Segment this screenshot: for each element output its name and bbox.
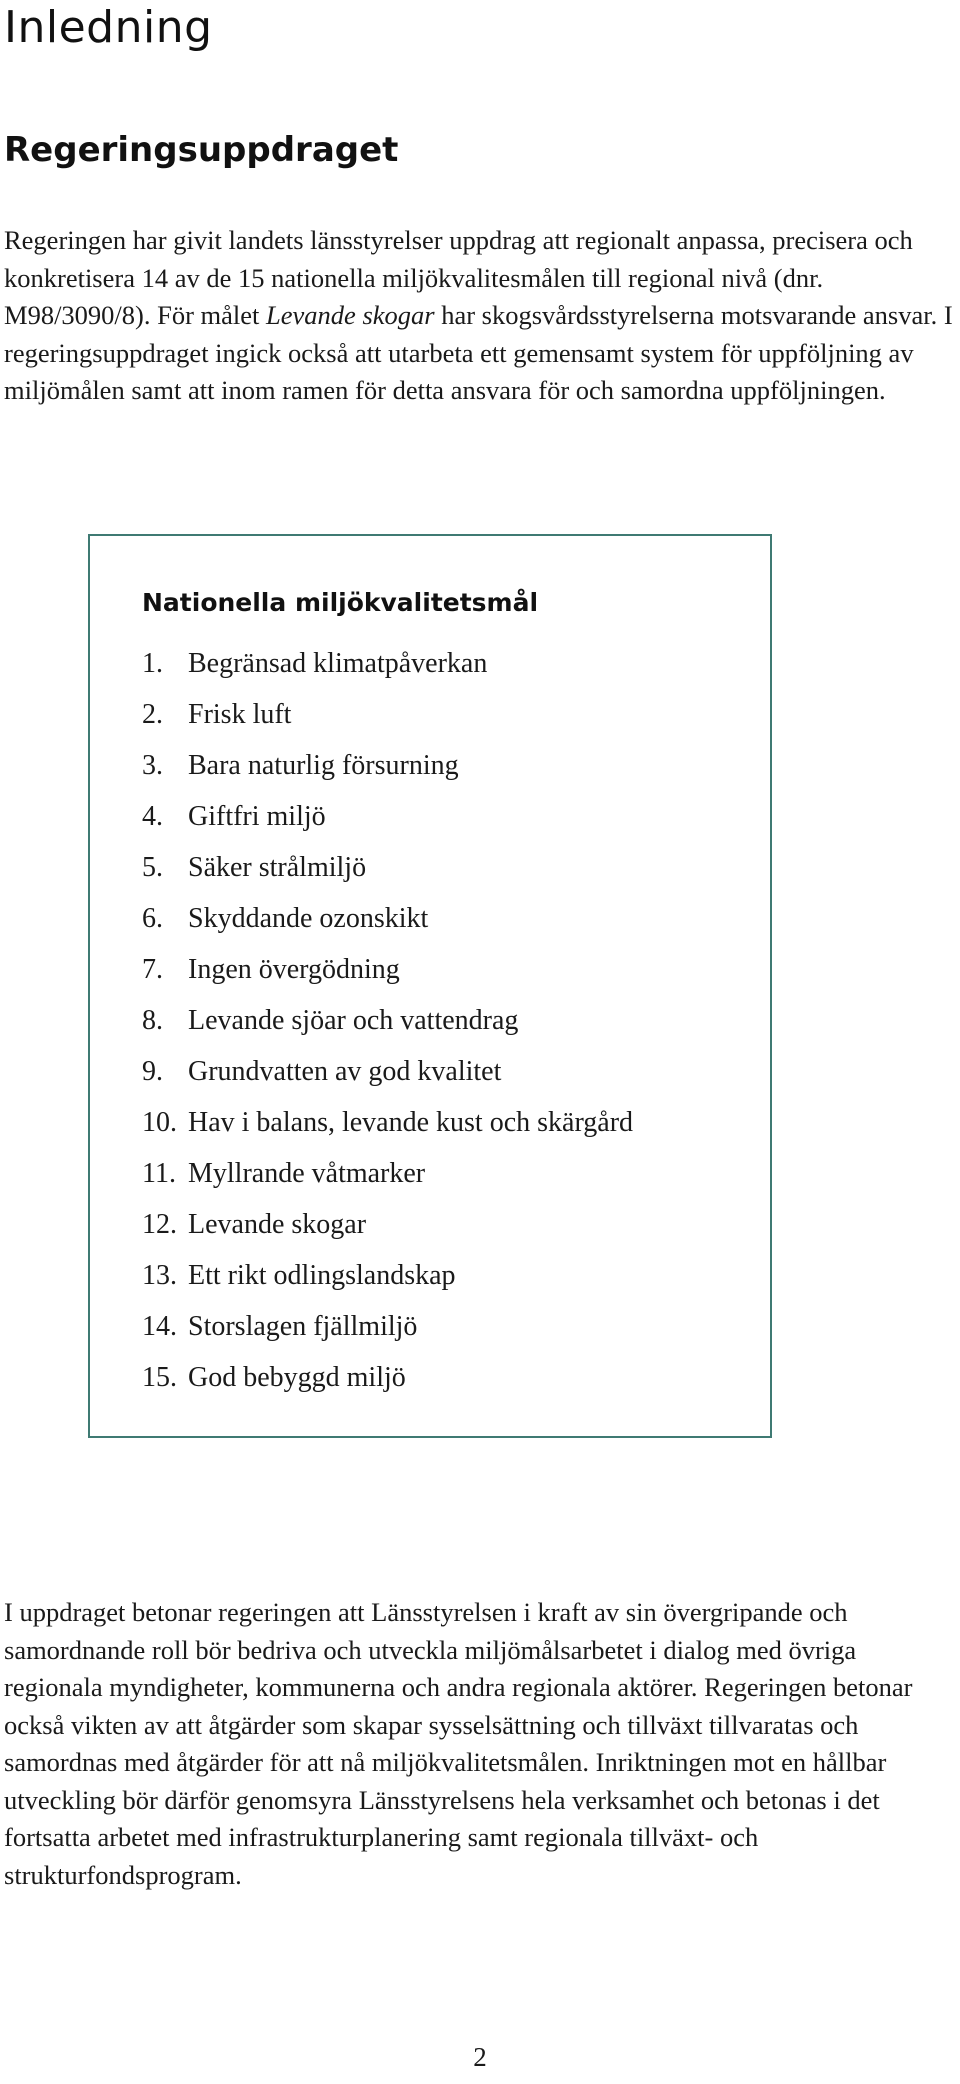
intro-paragraph [4, 222, 956, 410]
goal-number: 2. [142, 699, 163, 730]
goal-text: Bara naturlig försurning [188, 750, 459, 781]
goal-item [142, 689, 633, 740]
goal-text: Storslagen fjällmiljö [188, 1311, 418, 1342]
goal-item [142, 1097, 633, 1148]
goals-list [142, 638, 633, 1403]
goal-item [142, 995, 633, 1046]
goal-item [142, 638, 633, 689]
goal-number: 3. [142, 750, 163, 781]
goal-number: 14. [142, 1311, 177, 1342]
intro-text-start: Regeringen har givit landets länsstyrelser uppdrag att regionalt anpassa, precisera och konkretisera 14 av de 15 nationella miljökvalitesmålen till regional nivå (dnr. M98/3090/8). För målet [4, 225, 913, 330]
chapter-title: Inledning [4, 2, 213, 53]
goal-number: 11. [142, 1158, 176, 1189]
goal-text: Hav i balans, levande kust och skärgård [188, 1107, 634, 1138]
section-title: Regeringsuppdraget [4, 130, 399, 170]
goal-item [142, 893, 633, 944]
goal-item [142, 1301, 633, 1352]
goal-item [142, 740, 633, 791]
goal-item [142, 791, 633, 842]
goal-text: Säker strålmiljö [188, 852, 367, 883]
goal-text: Giftfri miljö [188, 801, 326, 832]
goal-number: 6. [142, 903, 163, 934]
goal-text: Frisk luft [188, 699, 292, 730]
goal-item [142, 944, 633, 995]
goal-text: Grundvatten av god kvalitet [188, 1056, 502, 1087]
goal-text: Begränsad klimatpåverkan [188, 648, 488, 679]
goal-item [142, 1046, 633, 1097]
goal-text: God bebyggd miljö [188, 1362, 406, 1393]
goal-item [142, 1148, 633, 1199]
goal-number: 8. [142, 1005, 163, 1036]
goal-number: 5. [142, 852, 163, 883]
goal-number: 7. [142, 954, 163, 985]
environmental-goals-box [88, 534, 772, 1438]
goal-text: Myllrande våtmarker [188, 1158, 426, 1189]
intro-text-end: har skogsvårdsstyrelserna motsvarande ansvar. I regeringsuppdraget ingick också att utarbeta ett gemensamt system för uppföljning av miljömålen samt att inom ramen för detta ansvara för och samordna uppföljningen. [4, 300, 953, 405]
goal-number: 13. [142, 1260, 177, 1291]
goal-number: 1. [142, 648, 163, 679]
page-number: 2 [473, 2042, 487, 2072]
goal-text: Ett rikt odlingslandskap [188, 1260, 456, 1291]
goal-number: 10. [142, 1107, 177, 1138]
goal-number: 15. [142, 1362, 177, 1393]
goal-text: Skyddande ozonskikt [188, 903, 429, 934]
goal-text: Levande skogar [188, 1209, 367, 1240]
body-paragraph: I uppdraget betonar regeringen att Länsstyrelsen i kraft av sin övergripande och samordnande roll bör bedriva och utveckla miljömålsarbetet i dialog med övriga regionala myndigheter, kommunerna och andra regionala aktörer. Regeringen betonar också vikten av att åtgärder som skapar sysselsättning och tillväxt tillvaratas och samordnas med åtgärder för att nå miljökvalitetsmålen. Inriktningen mot en hållbar utveckling bör därför genomsyra Länsstyrelsens hela verksamhet och betonas i det fortsatta arbetet med infrastrukturplanering samt regionala tillväxt- och strukturfondsprogram. [4, 1597, 913, 1890]
goal-number: 4. [142, 801, 163, 832]
intro-italic-goal: Levande skogar [266, 300, 435, 330]
goal-item [142, 1250, 633, 1301]
goal-text: Levande sjöar och vattendrag [188, 1005, 519, 1036]
goal-item [142, 1352, 633, 1403]
goal-number: 9. [142, 1056, 163, 1087]
goal-item [142, 1199, 633, 1250]
goal-item [142, 842, 633, 893]
goal-text: Ingen övergödning [188, 954, 400, 985]
goals-box-title: Nationella miljökvalitetsmål [142, 588, 539, 617]
goal-number: 12. [142, 1209, 177, 1240]
